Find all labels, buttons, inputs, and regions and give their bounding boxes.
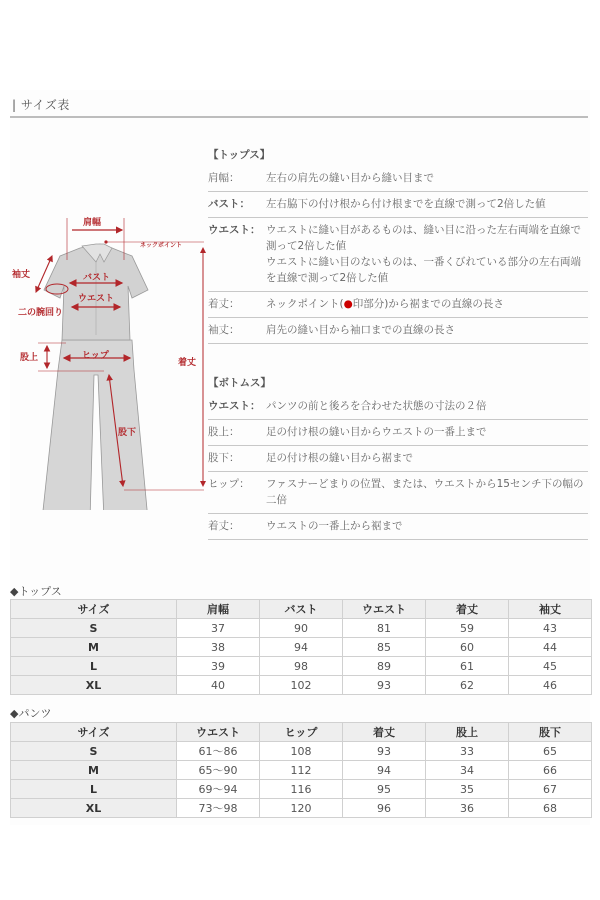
page-title: | サイズ表	[12, 98, 70, 112]
table-cell: 34	[426, 761, 509, 780]
table-cell: 61～86	[177, 742, 260, 761]
label-sleeve: 袖丈	[12, 270, 31, 280]
table-cell: 81	[343, 619, 426, 638]
table-cell: 89	[343, 657, 426, 676]
def-text	[266, 296, 588, 312]
def-row-shoulder	[208, 166, 588, 192]
label-neck-point: ネックポイント	[140, 242, 183, 249]
column-header: サイズ	[11, 723, 177, 742]
table-cell: 40	[177, 676, 260, 695]
tops-definitions	[208, 148, 588, 344]
def-row-waist	[208, 394, 588, 420]
def-term: バスト：	[208, 198, 250, 210]
column-header: 股上	[426, 723, 509, 742]
column-header: ウエスト	[177, 723, 260, 742]
size-cell: S	[11, 619, 177, 638]
table-cell: 59	[426, 619, 509, 638]
table-cell: 38	[177, 638, 260, 657]
table-row	[11, 761, 592, 780]
label-rise: 股上	[20, 353, 39, 363]
def-term: ウエスト：	[208, 224, 261, 236]
def-term: 着丈：	[208, 520, 240, 532]
def-text-line: ウエストに縫い目のないものは、一番くびれている部分の左右両端を直線で測って2倍した値	[266, 256, 581, 284]
tops-table-caption: ◆トップス	[10, 585, 62, 598]
def-text: 左右の肩先の縫い目から縫い目まで	[266, 172, 434, 184]
def-text-line: ウエストに縫い目があるものは、縫い目に沿った左右両端を直線で測って2倍した値	[266, 224, 581, 252]
table-cell: 116	[260, 780, 343, 799]
column-header: 着丈	[343, 723, 426, 742]
bottoms-definitions	[208, 376, 588, 540]
table-cell: 36	[426, 799, 509, 818]
table-cell: 85	[343, 638, 426, 657]
def-text: ウエストの一番上から裾まで	[266, 520, 403, 532]
column-header: 肩幅	[177, 600, 260, 619]
table-row	[11, 676, 592, 695]
table-cell: 37	[177, 619, 260, 638]
label-inseam: 股下	[118, 428, 137, 438]
table-cell: 43	[509, 619, 592, 638]
def-text: 足の付け根の縫い目からウエストの一番上まで	[266, 426, 487, 438]
size-cell: L	[11, 780, 177, 799]
def-term: ヒップ：	[208, 478, 250, 490]
bottoms-definitions-title: 【ボトムス】	[208, 377, 271, 389]
table-cell: 44	[509, 638, 592, 657]
table-cell: 95	[343, 780, 426, 799]
label-length: 着丈	[178, 358, 197, 368]
table-cell: 112	[260, 761, 343, 780]
def-text: ファスナーどまりの位置、または、ウエストから15センチ下の幅の二倍	[266, 478, 584, 506]
def-text-part: ネックポイント(	[266, 298, 344, 310]
column-header: サイズ	[11, 600, 177, 619]
column-header: 着丈	[426, 600, 509, 619]
table-cell: 61	[426, 657, 509, 676]
def-term: 股下：	[208, 452, 240, 464]
column-header: ヒップ	[260, 723, 343, 742]
table-cell: 73～98	[177, 799, 260, 818]
table-cell: 65	[509, 742, 592, 761]
table-cell: 93	[343, 742, 426, 761]
table-cell: 96	[343, 799, 426, 818]
table-row	[11, 638, 592, 657]
def-row-sleeve	[208, 318, 588, 344]
table-cell: 102	[260, 676, 343, 695]
garment-illustration	[0, 200, 210, 510]
size-cell: XL	[11, 799, 177, 818]
def-term: 着丈：	[208, 298, 240, 310]
neck-point-dot-icon: ●	[343, 298, 353, 310]
def-text-part: 印部分)から裾までの直線の長さ	[352, 298, 504, 310]
table-cell: 67	[509, 780, 592, 799]
def-row-bust	[208, 192, 588, 218]
tops-definitions-title: 【トップス】	[208, 149, 271, 161]
def-term: ウエスト：	[208, 400, 261, 412]
table-cell: 108	[260, 742, 343, 761]
column-header: ウエスト	[343, 600, 426, 619]
table-cell: 94	[260, 638, 343, 657]
size-cell: L	[11, 657, 177, 676]
table-cell: 33	[426, 742, 509, 761]
label-shoulder: 肩幅	[83, 218, 102, 228]
table-cell: 69～94	[177, 780, 260, 799]
size-cell: M	[11, 761, 177, 780]
def-term: 股上：	[208, 426, 240, 438]
table-row	[11, 742, 592, 761]
def-term: 肩幅：	[208, 172, 240, 184]
def-text: 肩先の縫い目から袖口までの直線の長さ	[266, 324, 455, 336]
table-cell: 39	[177, 657, 260, 676]
table-cell: 46	[509, 676, 592, 695]
label-hip: ヒップ	[82, 351, 109, 361]
table-cell: 93	[343, 676, 426, 695]
table-cell: 68	[509, 799, 592, 818]
size-cell: S	[11, 742, 177, 761]
table-cell: 60	[426, 638, 509, 657]
size-cell: M	[11, 638, 177, 657]
def-text: 左右脇下の付け根から付け根までを直線で測って2倍した値	[266, 198, 546, 210]
table-cell: 120	[260, 799, 343, 818]
table-cell: 94	[343, 761, 426, 780]
table-cell: 98	[260, 657, 343, 676]
table-cell: 66	[509, 761, 592, 780]
table-header-row	[11, 723, 592, 742]
table-cell: 62	[426, 676, 509, 695]
def-row-inseam	[208, 446, 588, 472]
table-row	[11, 619, 592, 638]
def-row-length	[208, 292, 588, 318]
def-row-hip	[208, 472, 588, 514]
def-row-length	[208, 514, 588, 540]
table-cell: 35	[426, 780, 509, 799]
pants-table-caption: ◆パンツ	[10, 707, 52, 720]
title-divider	[10, 116, 588, 118]
def-text	[266, 222, 588, 286]
def-term: 袖丈：	[208, 324, 240, 336]
measurement-definitions	[208, 148, 588, 540]
table-header-row	[11, 600, 592, 619]
column-header: 股下	[509, 723, 592, 742]
column-header: 袖丈	[509, 600, 592, 619]
table-row	[11, 799, 592, 818]
label-bust: バスト	[83, 273, 111, 283]
def-text: パンツの前と後ろを合わせた状態の寸法の２倍	[266, 400, 487, 412]
def-row-rise	[208, 420, 588, 446]
label-upper-arm: 二の腕回り	[18, 308, 64, 318]
pants-size-table	[10, 722, 592, 818]
tops-size-table	[10, 599, 592, 695]
def-text: 足の付け根の縫い目から裾まで	[266, 452, 413, 464]
column-header: バスト	[260, 600, 343, 619]
table-cell: 45	[509, 657, 592, 676]
table-row	[11, 657, 592, 676]
table-cell: 90	[260, 619, 343, 638]
label-waist: ウエスト	[78, 294, 115, 304]
def-row-waist	[208, 218, 588, 292]
size-cell: XL	[11, 676, 177, 695]
table-cell: 65～90	[177, 761, 260, 780]
table-row	[11, 780, 592, 799]
